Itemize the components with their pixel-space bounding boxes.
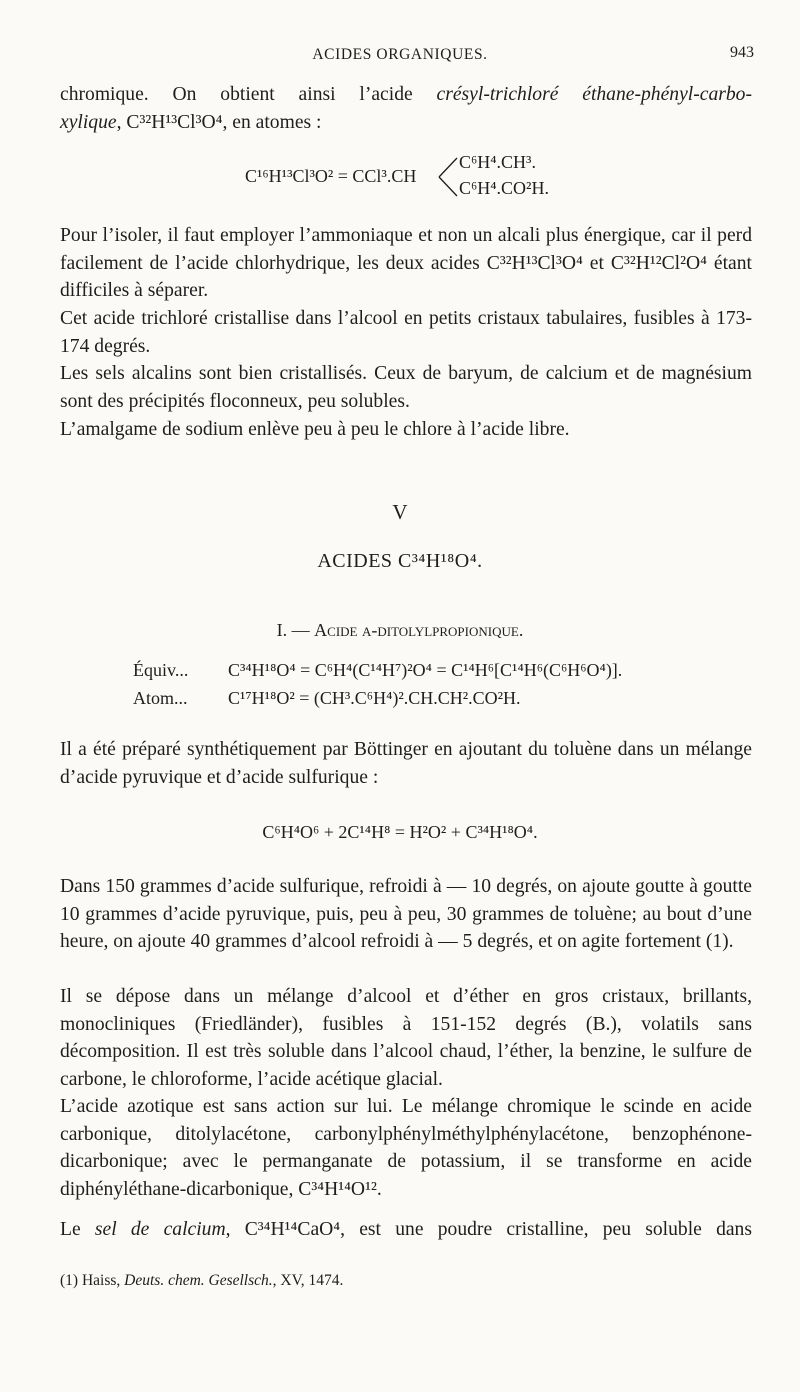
subsection-heading [0,620,800,641]
acid-name-italic-end: xylique [60,111,117,133]
formula-branch-top: C⁶H⁴.CH³. [459,152,536,172]
para-amalgam-text: L’amalgame de sodium enlève peu à peu le chlore à l’acide libre. [60,419,570,440]
paragraph-amalgam [60,416,752,444]
para-isolation-text: Pour l’isoler, il faut employer l’ammoniaque et non un alcali plus énergique, car il perd facilement de l’acide chlorhydrique, les deux acides C³²H¹³Cl³O⁴ et C³²H¹²Cl²O⁴ étant difficiles à séparer. [60,225,752,302]
subsection-number: I. — [276,620,315,640]
paragraph-procedure [60,873,752,956]
footnote-journal: Deuts. chem. Gesellsch. [124,1272,273,1289]
paragraph-properties [60,983,752,1093]
calcium-salt-italic: sel de calcium [94,1219,226,1240]
atom-label: Atom... [133,688,188,708]
para-synthesis-text: Il a été préparé synthétiquement par Böttinger en ajoutant du toluène dans un mélange d’acide pyruvique et d’acide sulfurique : [60,739,752,788]
paragraph-calcium-salt [60,1216,752,1244]
para1-formula-text: , C³²H¹³Cl³O⁴, en atomes : [116,111,322,133]
reaction-formula: C⁶H⁴O⁶ + 2C¹⁴H⁸ = H²O² + C³⁴H¹⁸O⁴. [262,822,538,842]
atom-formula: C¹⁷H¹⁸O² = (CH³.C⁶H⁴)².CH.CH².CO²H. [228,688,521,708]
footnote-marker: (1) Haiss, [60,1272,125,1289]
paragraph-crystallisation [60,305,752,360]
para-crystallisation-text: Cet acide trichloré cristallise dans l’alcool en petits cristaux tabulaires, fusibles à 173-174 degrés. [60,308,752,357]
footnote [60,1272,343,1290]
formula-lhs: C¹⁶H¹³Cl³O² = CCl³.CH [245,166,417,186]
para-procedure-text: Dans 150 grammes d’acide sulfurique, refroidi à — 10 degrés, on ajoute goutte à goutte 10 grammes d’acide pyruvique, puis, peu à peu, 30 grammes de toluène; au bout d’une heure, on ajoute 40 grammes d’alcool refroidi à — 5 degrés, et on agite fortement (1). [60,876,752,953]
section-title: ACIDES C³⁴H¹⁸O⁴. [317,550,483,572]
para-calcium-rest: , C³⁴H¹⁴CaO⁴, est une poudre cristalline, peu soluble dans [225,1219,752,1240]
formula-branch-bottom: C⁶H⁴.CO²H. [459,178,549,198]
acid-name-italic: crésyl-trichloré éthane-phényl-carbo- [436,84,752,105]
para1-text: chromique. On obtient ainsi l’acide [60,84,437,105]
paragraph-salts [60,360,752,415]
para-oxidation-text: L’acide azotique est sans action sur lui. Le mélange chromique le scinde en acide carbonique, ditolylacétone, carbonylphénylméthylphénylacétone, benzophénone-dicarbonique; avec le permanganate de potassium, il se transforme en acide diphényléthane-dicarbonique, C³⁴H¹⁴O¹². [60,1096,752,1200]
para-properties-text: Il se dépose dans un mélange d’alcool et d’éther en gros cristaux, brillants, monocliniques (Friedländer), fusibles à 151-152 degrés (B.), volatils sans décomposition. Il est très soluble dans l’alcool chaud, l’éther, la benzine, le sulfure de carbone, le chloroforme, l’acide acétique glacial. [60,986,752,1090]
para-calcium-start: Le [60,1219,95,1240]
running-title: ACIDES ORGANIQUES. [312,46,488,63]
paragraph-synthesis [60,736,752,791]
equiv-formula: C³⁴H¹⁸O⁴ = C⁶H⁴(C¹⁴H⁷)²O⁴ = C¹⁴H⁶[C¹⁴H⁶(C⁶H⁶O⁴)]. [228,660,623,680]
footnote-ref: , XV, 1474. [272,1272,344,1289]
page-number: 943 [730,44,754,61]
subsection-title: Acide α-ditolylpropionique. [314,620,524,640]
paragraph-oxidation [60,1093,752,1203]
paragraph-isolation [60,222,752,305]
branch-lines [437,154,459,200]
para-salts-text: Les sels alcalins sont bien cristallisés. Ceux de baryum, de calcium et de magnésium sont des précipités floconneux, peu solubles. [60,363,752,412]
branched-formula [245,152,549,198]
equiv-label: Équiv... [133,660,189,680]
section-numeral: V [392,500,408,524]
paragraph-continuation [60,81,752,136]
